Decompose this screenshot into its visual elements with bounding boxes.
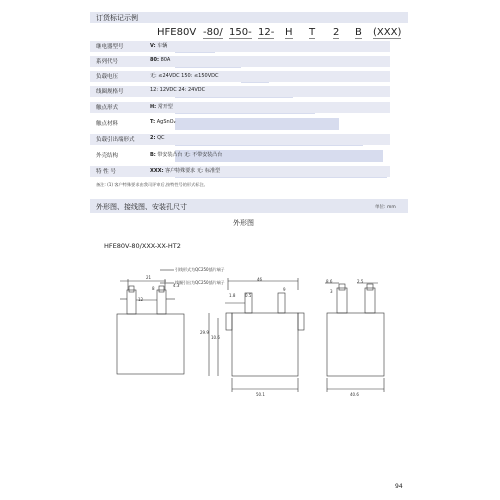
- row-key: H:: [150, 104, 157, 110]
- row-text: 客户特殊要求 无: 标准型: [165, 168, 221, 174]
- code-seg-voltage: 150-: [229, 27, 252, 38]
- dim-9: 9: [283, 287, 286, 292]
- code-seg-special: (XXX): [373, 27, 402, 38]
- model-label: HFE80V-80/XXX-XX-HT2: [104, 242, 181, 250]
- dim-46: 46: [257, 277, 263, 282]
- row-label: 特 性 号: [96, 169, 116, 175]
- dim-12: 12: [138, 297, 144, 302]
- ordering-title: 订货标记示例: [96, 14, 138, 22]
- drawing-title: 外形图、接线图、安装孔尺寸: [96, 203, 187, 211]
- dim-8-6: 8.6: [326, 279, 333, 284]
- dim-29-9: 29.9: [200, 330, 209, 335]
- row-label: 线圈规格号: [96, 89, 124, 95]
- code-seg-model: HFE80V: [157, 27, 197, 38]
- row-text: 车辆: [157, 43, 168, 49]
- dim-50-1: 50.1: [256, 392, 265, 397]
- dim-8: 8: [152, 286, 155, 291]
- dim-0-5: 0.5: [245, 293, 252, 298]
- row-text: 常开型: [157, 104, 173, 110]
- code-seg-contact-material: T: [309, 27, 316, 38]
- dim-40-6: 40.6: [350, 392, 359, 397]
- code-seg-terminal: 2: [333, 27, 340, 38]
- note-qc-terminal: 引线形式为QC250插片端子: [175, 267, 225, 272]
- row-label: 负载电压: [96, 74, 119, 80]
- drawing-subtitle: 外形图: [233, 219, 254, 227]
- row-text: 80A: [160, 57, 171, 63]
- row-key: XXX:: [150, 168, 164, 174]
- code-seg-series: -80/: [203, 27, 223, 38]
- row-key: 80:: [150, 57, 159, 63]
- page-number: 94: [395, 483, 403, 490]
- row-text: QC: [157, 135, 165, 141]
- row-label: 负载引出端形式: [96, 137, 135, 143]
- row-text: 带安装凸台 无: 不带安装凸台: [157, 152, 223, 158]
- dim-2-5: 2.5: [357, 279, 364, 284]
- code-seg-enclosure: B: [355, 27, 362, 38]
- row-label: 触点形式: [96, 105, 119, 111]
- row-label: 系列代号: [96, 59, 119, 65]
- dim-3: 3: [330, 289, 333, 294]
- row-key: 2:: [150, 135, 156, 141]
- row-key: B:: [150, 152, 156, 158]
- row-label: 外壳结构: [96, 153, 119, 159]
- dim-1-8: 1.8: [229, 293, 236, 298]
- code-seg-coil: 12-: [258, 27, 275, 38]
- unit-label: 单位: mm: [375, 205, 396, 210]
- row-label: 继电器型号: [96, 44, 124, 50]
- row-key: V:: [150, 43, 156, 49]
- dim-21: 21: [146, 275, 152, 280]
- note-coil-terminal: 线圈引出为QC250插片端子: [175, 280, 225, 285]
- ordering-note: 备注: (1) 客户特殊要求由我司评审后,按特性号的形式标注。: [96, 182, 208, 187]
- dim-10-6: 10.6: [211, 335, 220, 340]
- row-value: 12: 12VDC 24: 24VDC: [150, 87, 206, 93]
- row-value: 无: ≤24VDC 150: ≤150VDC: [150, 73, 219, 79]
- row-key: T:: [150, 119, 156, 125]
- code-seg-contact-form: H: [285, 27, 293, 38]
- row-label: 触点材料: [96, 121, 119, 127]
- row-text: AgSnO₂: [156, 119, 176, 125]
- dim-4-3: 4.3: [173, 283, 180, 288]
